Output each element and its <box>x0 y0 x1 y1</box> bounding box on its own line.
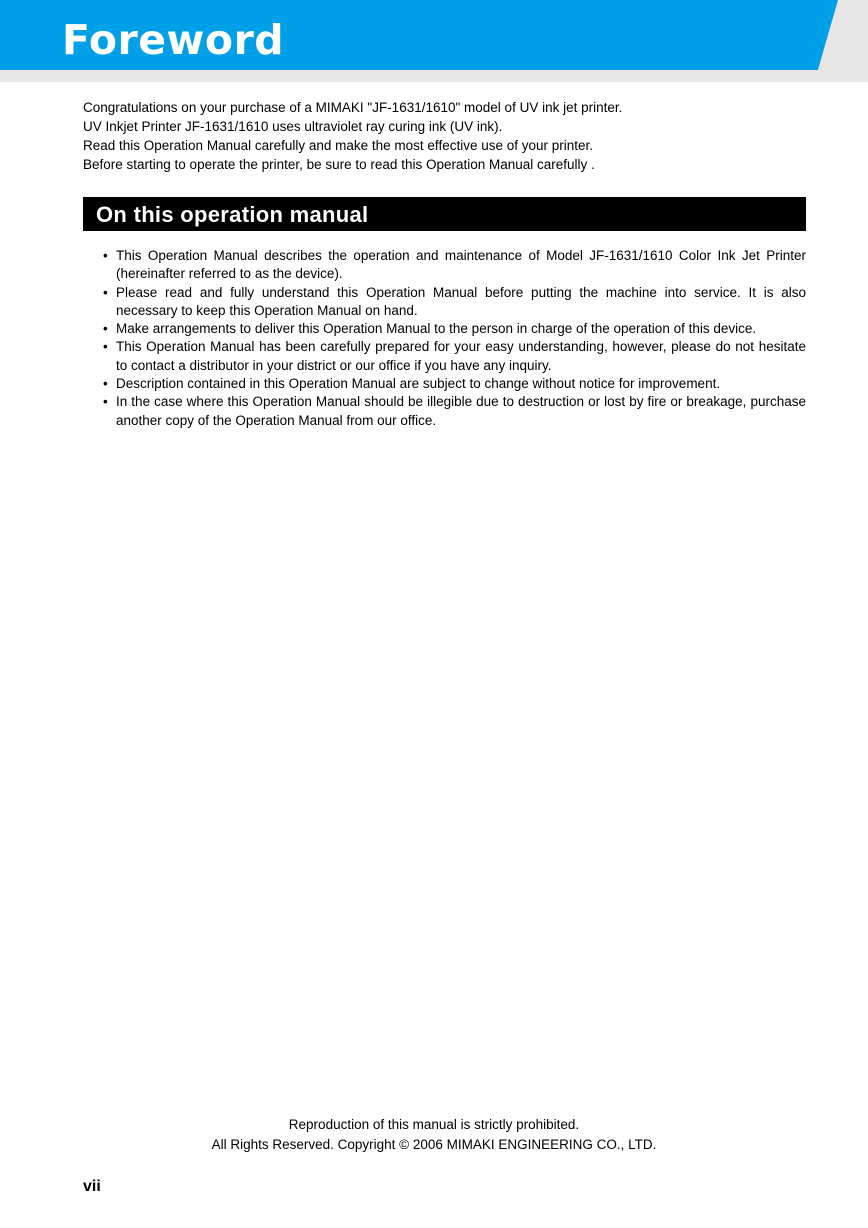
page-number: vii <box>83 1178 101 1195</box>
bullet-icon: • <box>103 284 108 300</box>
list-item <box>100 393 806 430</box>
intro-line: Before starting to operate the printer, be sure to read this Operation Manual carefully . <box>83 157 595 172</box>
list-item <box>100 338 806 375</box>
list-item-text: In the case where this Operation Manual should be illegible due to destruction or lost by fire or breakage, purchase another copy of the Operation Manual from our office. <box>116 394 806 428</box>
page-title: Foreword <box>62 16 285 64</box>
bullet-icon: • <box>103 376 108 392</box>
intro-line: UV Inkjet Printer JF-1631/1610 uses ultraviolet ray curing ink (UV ink). <box>83 119 503 134</box>
section-title: On this operation manual <box>96 202 369 227</box>
list-item <box>100 284 806 321</box>
intro-line: Congratulations on your purchase of a MIMAKI "JF-1631/1610" model of UV ink jet printer. <box>83 100 623 115</box>
list-item-text: Make arrangements to deliver this Operation Manual to the person in charge of the operation of this device. <box>116 321 757 337</box>
section-heading-bar <box>83 197 806 231</box>
footer-notice: Reproduction of this manual is strictly prohibited. <box>288 1117 580 1132</box>
footer <box>0 1115 868 1155</box>
list-item <box>100 375 806 393</box>
list-item <box>100 320 806 338</box>
list-item-text: Please read and fully understand this Operation Manual before putting the machine into service. It is also necessary to keep this Operation Manual on hand. <box>116 284 806 318</box>
list-item-text: This Operation Manual describes the operation and maintenance of Model JF-1631/1610 Color Ink Jet Printer (hereinafter referred to as the device). <box>116 248 806 282</box>
list-item <box>100 247 806 284</box>
bullet-icon: • <box>103 339 108 355</box>
footer-copyright: All Rights Reserved. Copyright © 2006 MIMAKI ENGINEERING CO., LTD. <box>211 1137 657 1152</box>
intro-paragraph <box>83 98 808 174</box>
bullet-icon: • <box>103 321 108 337</box>
bullet-icon: • <box>103 394 108 410</box>
list-item-text: Description contained in this Operation Manual are subject to change without notice for improvement. <box>116 376 721 392</box>
list-item-text: This Operation Manual has been carefully prepared for your easy understanding, however, please do not hesitate to contact a distributor in your district or our office if you have any inquiry. <box>116 339 806 373</box>
bullet-list <box>100 247 806 430</box>
intro-line: Read this Operation Manual carefully and make the most effective use of your printer. <box>83 138 594 153</box>
bullet-icon: • <box>103 248 108 263</box>
